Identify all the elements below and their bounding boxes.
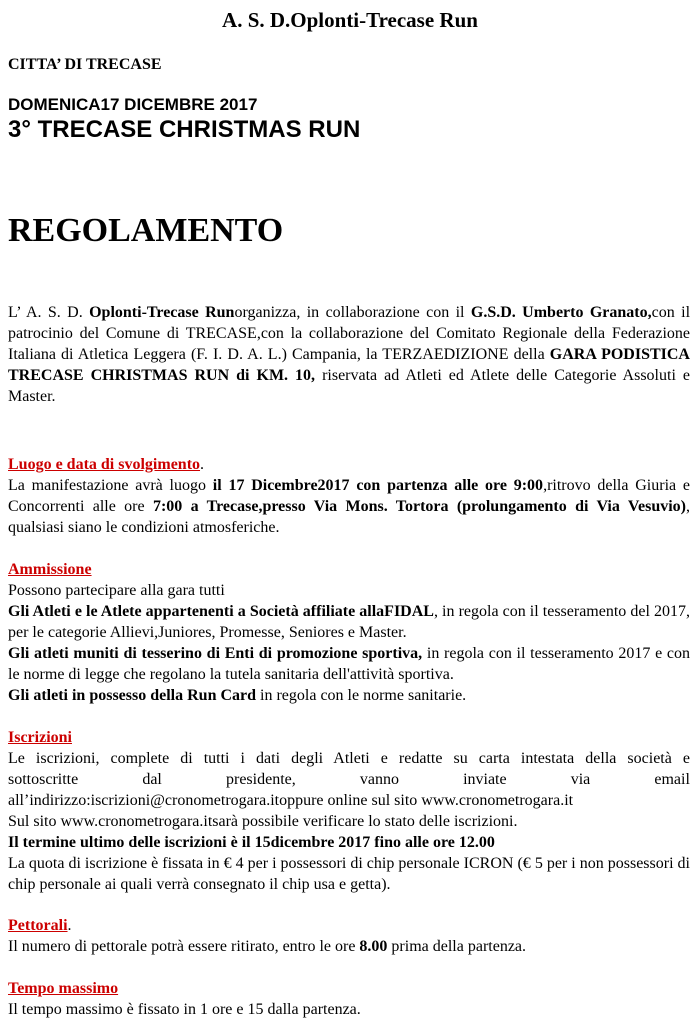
pettorali-paragraph: [8, 936, 690, 957]
city-heading: CITTA’ DI TRECASE: [8, 56, 162, 73]
intro-paragraph: [8, 302, 690, 407]
ammissione-bold-runcard: Gli atleti in possesso della Run Card: [8, 687, 257, 704]
section-pettorali-heading: [8, 915, 72, 936]
luogo-bold-date: il 17 Dicembre2017 con partenza alle ore 9:00: [212, 477, 544, 494]
section-ammissione-heading: [8, 559, 92, 580]
ammissione-text-runcard: in regola con le norme sanitarie.: [256, 687, 467, 704]
event-date: DOMENICA17 DICEMBRE 2017: [8, 95, 258, 114]
pettorali-heading-dot: .: [67, 917, 72, 934]
intro-bold-organizer: Oplonti-Trecase Run: [89, 304, 235, 321]
iscrizioni-quota: La quota di iscrizione è fissata in € 4 per i possessori di chip personale ICRON (€ 5 per i non possessori di chip personale ai quali verrà consegnato il chip usa e getta).: [8, 855, 690, 893]
luogo-bold-place: 7:00 a Trecase,presso Via Mons. Tortora (prolungamento di Via Vesuvio): [152, 498, 686, 515]
ammissione-text-enti: in regola con il tesseramento 2017 e con le norme di legge che regolano la tutela sanitaria dell'attività sportiva.: [8, 645, 691, 683]
ammissione-runcard-line: [8, 685, 690, 706]
iscrizioni-heading-text: Iscrizioni: [8, 729, 72, 746]
pettorali-text-1: Il numero di pettorale potrà essere ritirato, entro le ore: [8, 938, 360, 955]
ammissione-enti-paragraph: [8, 643, 690, 685]
iscrizioni-word: via: [570, 771, 591, 788]
regolamento-heading: REGOLAMENTO: [8, 212, 284, 249]
ammissione-bold-enti: Gli atleti muniti di tesserino di Enti di promozione sportiva,: [8, 645, 423, 662]
ammissione-heading-text: Ammissione: [8, 561, 92, 578]
event-name: 3° TRECASE CHRISTMAS RUN: [8, 116, 361, 143]
luogo-paragraph: [8, 475, 690, 538]
section-tempo-heading: [8, 978, 118, 999]
iscrizioni-line-2: [8, 769, 690, 790]
intro-text-2: organizza, in collaborazione con il: [234, 304, 471, 321]
luogo-text-2: ,ritrovo della Giuria e Concorrenti alle ore: [8, 477, 690, 515]
section-iscrizioni-heading: [8, 727, 72, 748]
iscrizioni-line-4: Sul sito www.cronometrogara.itsarà possibile verificare lo stato delle iscrizioni.: [8, 813, 518, 830]
pettorali-heading-text: Pettorali: [8, 917, 68, 934]
iscrizioni-word: dal: [142, 771, 162, 788]
iscrizioni-line-1: Le iscrizioni, complete di tutti i dati degli Atleti e redatte su carta intestata della società e: [8, 750, 690, 767]
iscrizioni-word: sottoscritte: [8, 771, 79, 788]
luogo-heading-dot: .: [200, 456, 205, 473]
intro-bold-partner: G.S.D. Umberto Granato,: [470, 304, 652, 321]
intro-text-1: L’ A. S. D.: [8, 304, 90, 321]
intro-text-3: con il patrocinio del Comune di TRECASE,con la collaborazione del Comitato Regionale della Federazione Italiana di Atletica Leggera (F. I. D. A. L.) Campania, la TERZAEDIZIONE della: [8, 304, 691, 363]
luogo-text-3: , qualsiasi siano le condizioni atmosferiche.: [8, 498, 690, 536]
organization-title: A. S. D.Oplonti-Trecase Run: [222, 8, 478, 32]
tempo-paragraph: Il tempo massimo è fissato in 1 ore e 15 dalla partenza.: [8, 1001, 361, 1018]
iscrizioni-word: presidente,: [225, 771, 296, 788]
pettorali-text-2: prima della partenza.: [387, 938, 527, 955]
luogo-heading-text: Luogo e data di svolgimento: [8, 456, 201, 473]
iscrizioni-word: email: [654, 771, 690, 788]
luogo-text-1: La manifestazione avrà luogo: [8, 477, 213, 494]
ammissione-text-fidal: , in regola con il tesseramento del 2017, per le categorie Allievi,Juniores, Promesse, Seniores e Master.: [8, 603, 691, 641]
intro-text-4: riservata ad Atleti ed Atlete delle Categorie Assoluti e Master.: [8, 367, 690, 405]
iscrizioni-word: vanno: [359, 771, 399, 788]
iscrizioni-word: inviate: [463, 771, 507, 788]
ammissione-line-1: Possono partecipare alla gara tutti: [8, 582, 225, 599]
ammissione-fidal-paragraph: [8, 601, 690, 643]
intro-bold-race: GARA PODISTICA TRECASE CHRISTMAS RUN di KM. 10,: [8, 346, 690, 384]
ammissione-bold-fidal: Gli Atleti e le Atlete appartenenti a Società affiliate allaFIDAL: [8, 603, 434, 620]
pettorali-bold-time: 8.00: [359, 938, 388, 955]
iscrizioni-deadline: Il termine ultimo delle iscrizioni è il 15dicembre 2017 fino alle ore 12.00: [8, 834, 495, 851]
section-luogo-heading: [8, 454, 204, 475]
tempo-heading-text: Tempo massimo: [8, 980, 119, 997]
iscrizioni-line-3: all’indirizzo:iscrizioni@cronometrogara.itoppure online sul sito www.cronometrogara.it: [8, 792, 574, 809]
